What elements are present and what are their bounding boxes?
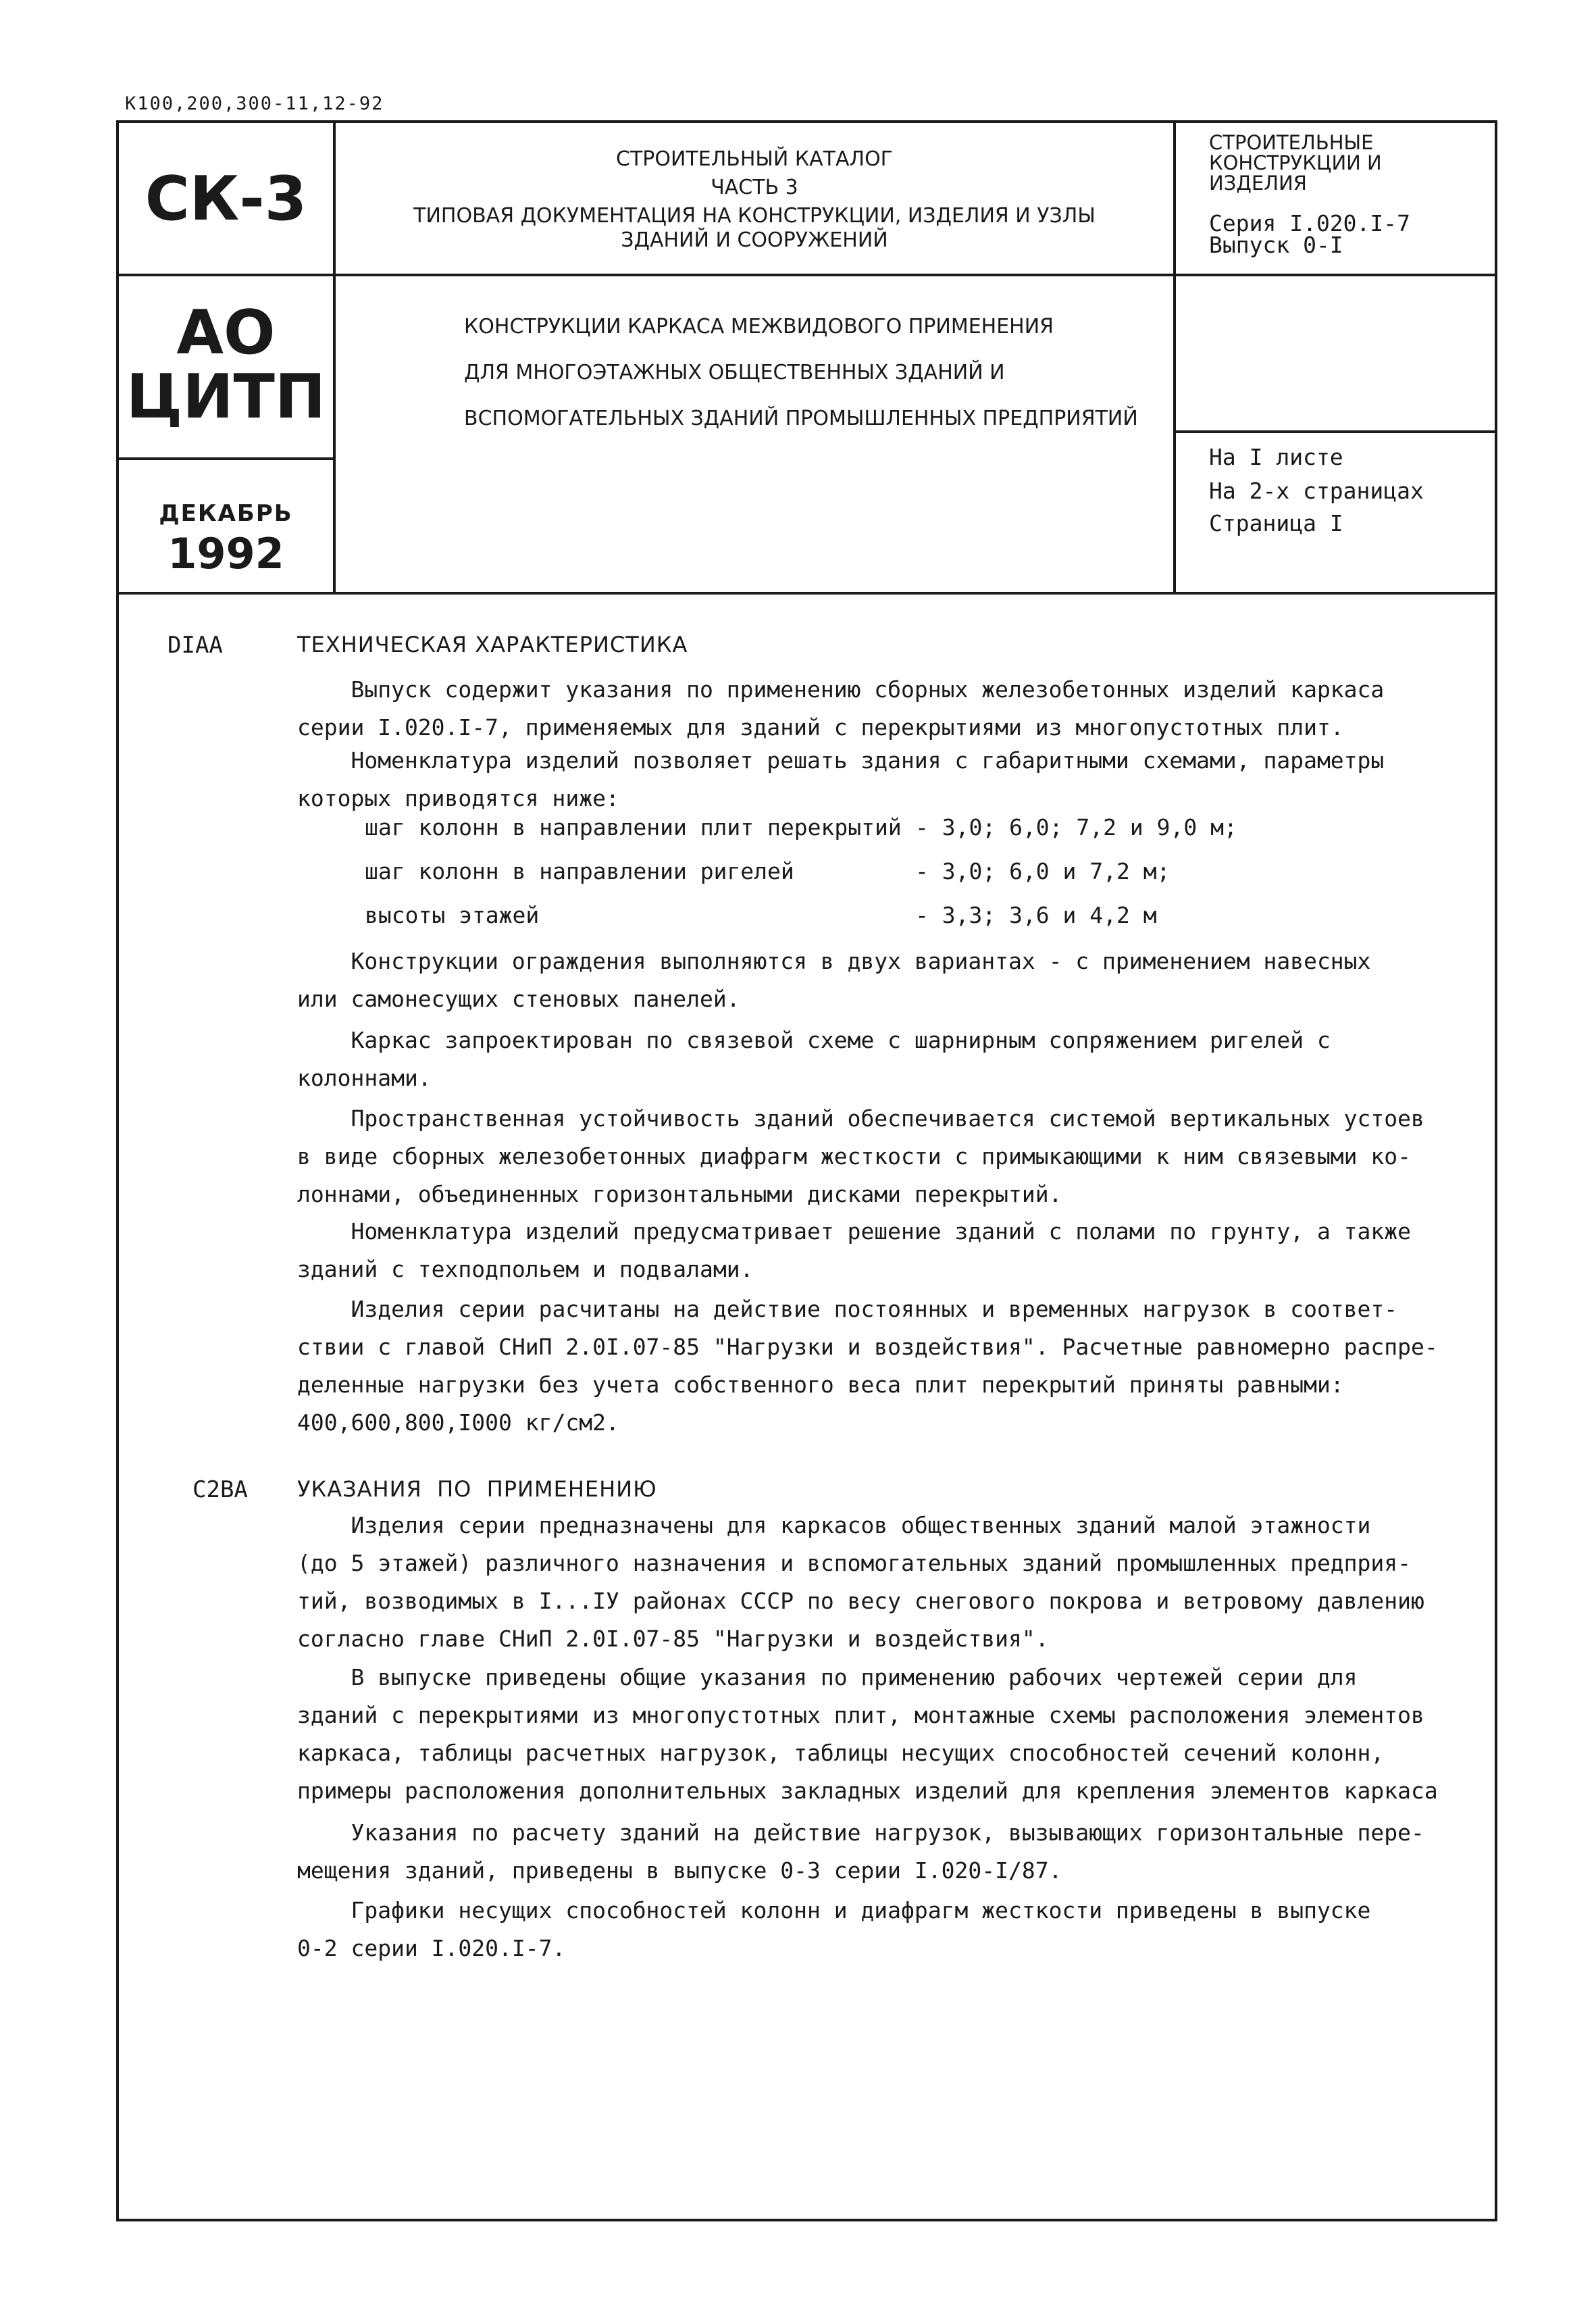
divider-right-2 (1173, 430, 1497, 433)
paragraph: Указания по расчету зданий на действие нагрузок, вызывающих горизонтальные пере- мещения зданий, приведены в выпуске 0-3 серии I.020-I/87. (297, 1819, 1424, 1884)
product-group-line2: КОНСТРУКЦИИ И (1209, 151, 1382, 174)
subject-title-line3: ВСПОМОГАТЕЛЬНЫХ ЗДАНИЙ ПРОМЫШЛЕННЫХ ПРЕДПРИЯТИЙ (464, 407, 1138, 430)
sheet-count: На I листе (1209, 444, 1343, 470)
paragraph: Пространственная устойчивость зданий обеспечивается системой вертикальных устоев в виде сборных железобетонных диафрагм жесткости с примыкающими к ним связевыми ко- лоннами, объединенных горизонтальными дисками перекрытий. (297, 1105, 1424, 1207)
issue-month: ДЕКАБРЬ (159, 500, 293, 527)
paragraph: Изделия серии расчитаны на действие постоянных и временных нагрузок в соответ- ствии с главой СНиП 2.0I.07-85 "Нагрузки и воздействия". Расчетные равномерно распре- деленные нагрузки без учета собственного веса плит перекрытий приняты равными: 400,600,800,I000 кг/см2. (297, 1296, 1438, 1436)
product-group-line3: ИЗДЕЛИЯ (1209, 172, 1307, 195)
divider-right (1173, 120, 1176, 595)
catalog-title-line4: ЗДАНИЙ И СООРУЖЕНИЙ (621, 228, 888, 252)
catalog-title-line2: ЧАСТЬ 3 (711, 176, 798, 199)
catalog-code: СК-3 (145, 164, 307, 234)
list-item-label: высоты этажей (365, 902, 540, 928)
series-number: Серия I.020.I-7 (1209, 210, 1411, 236)
catalog-title-line1: СТРОИТЕЛЬНЫЙ КАТАЛОГ (616, 147, 893, 171)
paragraph: Графики несущих способностей колонн и диафрагм жесткости приведены в выпуске 0-2 серии I.020.I-7. (297, 1897, 1371, 1961)
section-title: ТЕХНИЧЕСКАЯ ХАРАКТЕРИСТИКА (297, 632, 688, 657)
list-item-value: - 3,3; 3,6 и 4,2 м (915, 902, 1157, 928)
paragraph: Конструкции ограждения выполняются в двух вариантах - с применением навесных или самонесущих стеновых панелей. (297, 948, 1371, 1012)
product-group (1209, 132, 1493, 193)
paragraph: Выпуск содержит указания по применению сборных железобетонных изделий каркаса серии I.020.I-7, применяемых для зданий с перекрытиями из многопустотных плит. (297, 676, 1385, 740)
subject-title-line1: КОНСТРУКЦИИ КАРКАСА МЕЖВИДОВОГО ПРИМЕНЕНИЯ (464, 315, 1054, 338)
list-item-label: шаг колонн в направлении ригелей (365, 858, 794, 884)
paragraph: Изделия серии предназначены для каркасов общественных зданий малой этажности (до 5 этажей) различного назначения и вспомогательных зданий промышленных предприя- тий, возводимых в I...IУ районах СССР по весу снегового покрова и ветровому давлению согласно главе СНиП 2.0I.07-85 "Нагрузки и воздействия". (297, 1512, 1424, 1652)
page-count: На 2-х страницах (1209, 478, 1424, 504)
issue-number: Выпуск 0-I (1209, 232, 1343, 258)
list-item-label: шаг колонн в направлении плит перекрытий (365, 814, 902, 840)
issue-year: 1992 (168, 529, 284, 578)
divider-center (333, 274, 1497, 276)
subject-title-line2: ДЛЯ МНОГОЭТАЖНЫХ ОБЩЕСТВЕННЫХ ЗДАНИЙ И (464, 361, 1005, 384)
list-item-value: - 3,0; 6,0; 7,2 и 9,0 м; (915, 814, 1237, 840)
paragraph: Номенклатура изделий предусматривает решение зданий с полами по грунту, а также зданий с техподпольем и подвалами. (297, 1218, 1412, 1282)
divider-left-2 (116, 457, 336, 460)
product-group-line1: СТРОИТЕЛЬНЫЕ (1209, 131, 1374, 154)
page-number: Страница I (1209, 510, 1343, 536)
section-code: DIAA (168, 632, 223, 659)
divider-header-bottom (116, 592, 1497, 595)
divider-left-1 (116, 274, 336, 276)
paragraph: В выпуске приведены общие указания по применению рабочих чертежей серии для зданий с перекрытиями из многопустотных плит, монтажные схемы расположения элементов каркаса, таблицы расчетных нагрузок, таблицы несущих способностей сечений колонн, примеры расположения дополнительных закладных изделий для крепления элементов каркаса (297, 1664, 1438, 1804)
section-title: УКАЗАНИЯ ПО ПРИМЕНЕНИЮ (297, 1476, 657, 1502)
org-name-line1: АО (176, 297, 276, 368)
catalog-title (336, 145, 1173, 251)
org-name-line2: ЦИТП (126, 361, 326, 432)
list-item-value: - 3,0; 6,0 и 7,2 м; (915, 858, 1170, 884)
subject-title (336, 304, 1173, 442)
section-code: C2BA (192, 1476, 248, 1503)
catalog-title-line3: ТИПОВАЯ ДОКУМЕНТАЦИЯ НА КОНСТРУКЦИИ, ИЗДЕЛИЯ И УЗЛЫ (413, 204, 1096, 228)
document-code: К100,200,300-11,12-92 (125, 93, 384, 114)
paragraph: Номенклатура изделий позволяет решать здания с габаритными схемами, параметры которых приводятся ниже: (297, 747, 1385, 811)
paragraph: Каркас запроектирован по связевой схеме с шарнирным сопряжением ригелей с колоннами. (297, 1027, 1331, 1091)
